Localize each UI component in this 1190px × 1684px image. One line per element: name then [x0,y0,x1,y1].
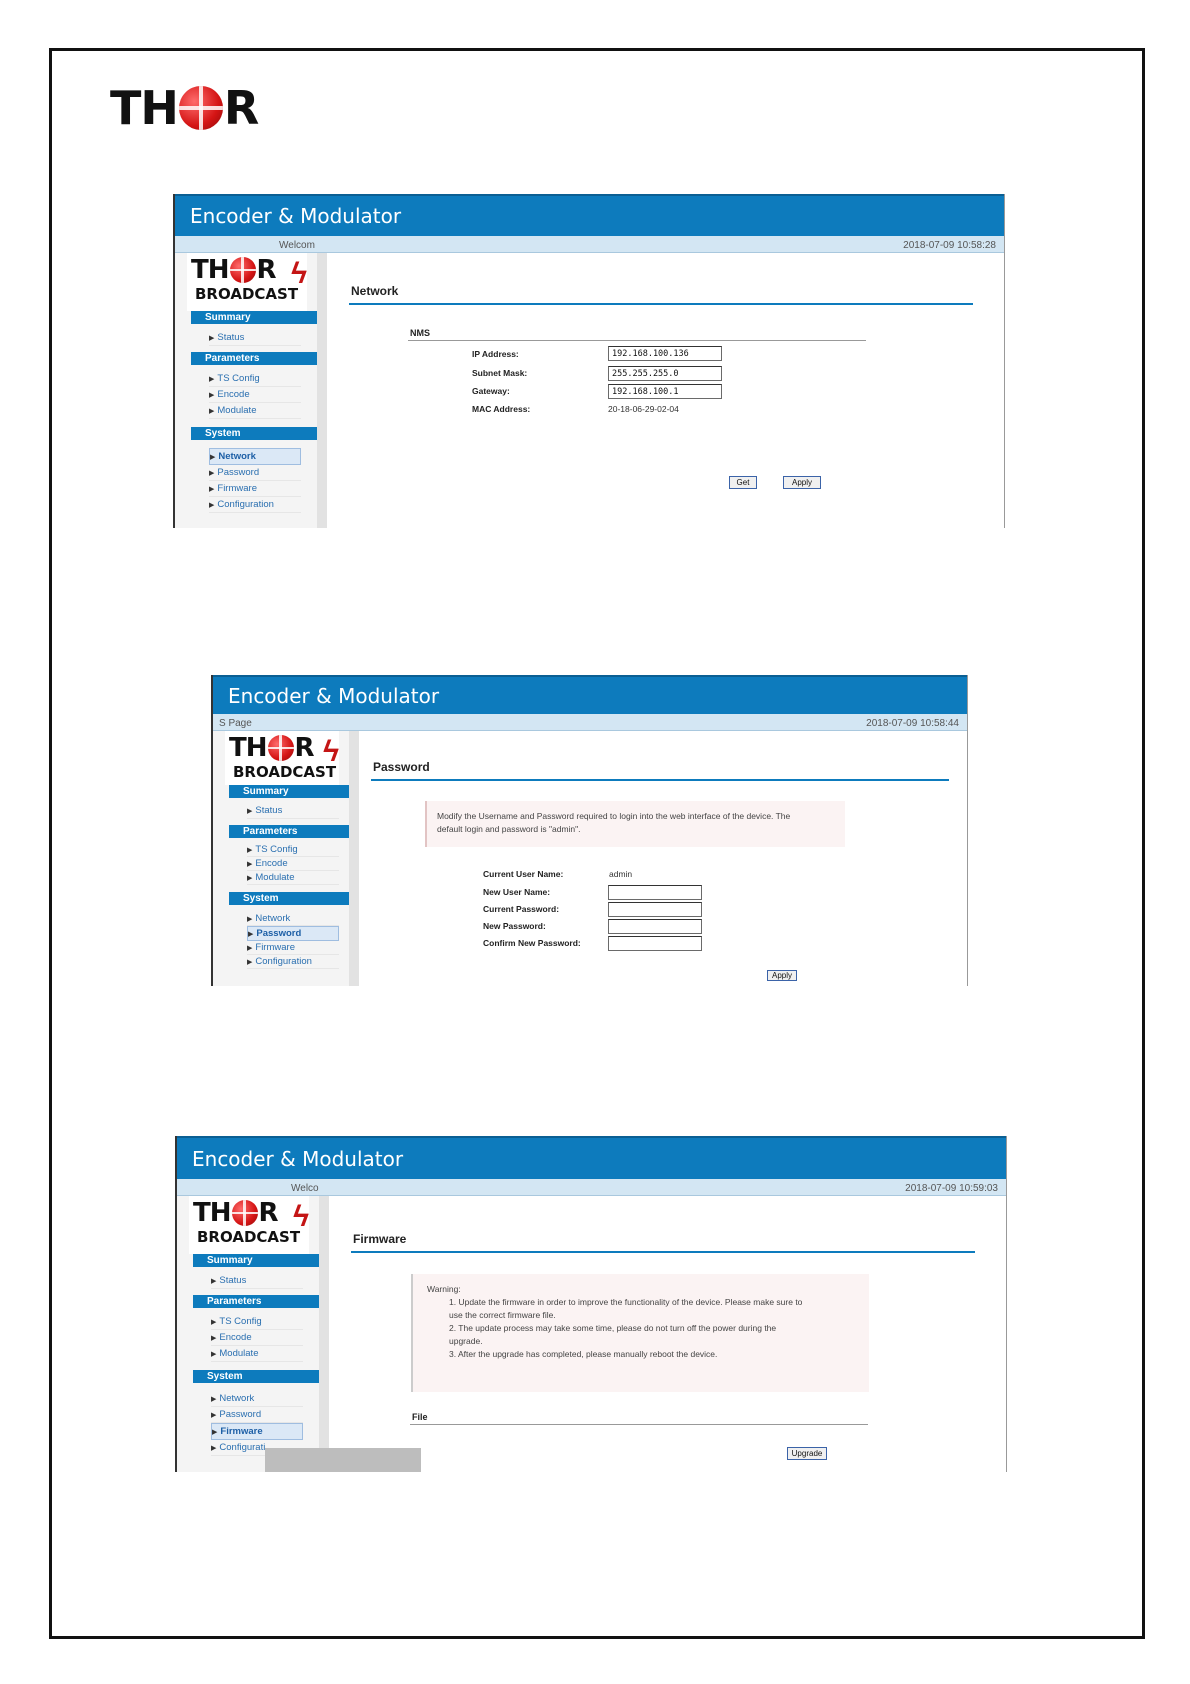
triangle-icon: ▶ [211,1444,217,1452]
sidebar-item-label: TS Config [217,373,260,384]
triangle-icon: ▶ [247,807,253,815]
triangle-icon: ▶ [209,485,215,493]
app-title: Encoder & Modulator [228,683,440,708]
globe-icon [179,86,223,130]
group-label-nms: NMS [410,328,430,338]
welcome-bar [175,236,1004,253]
warning-line: 1. Update the firmware in order to improve the functionality of the device. Please make sure to [449,1297,803,1307]
group-rule [408,340,866,341]
triangle-icon: ▶ [247,846,253,854]
datetime: 2018-07-09 10:58:28 [903,240,996,251]
apply-button[interactable]: Apply [767,970,797,981]
section-summary: Summary [191,311,317,324]
sidebar-item-label: Firmware [255,942,295,953]
password-notice [425,801,845,847]
broadcast-logo [225,731,339,785]
title-rule [371,779,949,781]
logo-broadcast-text: BROADCAST [195,285,299,303]
new-password-field[interactable] [608,919,702,934]
warning-line: use the correct firmware file. [449,1310,556,1320]
sidebar-item-label: Firmware [220,1426,263,1437]
triangle-icon: ▶ [211,1318,217,1326]
logo-broadcast-text: BROADCAST [197,1228,301,1246]
sidebar-item-label: Encode [255,858,288,869]
ip-address-label: IP Address: [472,349,519,359]
sidebar-item-label: Encode [219,1332,252,1343]
logo-text-left: TH [110,81,178,135]
get-button[interactable]: Get [729,476,757,489]
triangle-icon: ▶ [247,860,253,868]
triangle-icon: ▶ [247,874,253,882]
globe-icon [232,1200,258,1226]
triangle-icon: ▶ [211,1277,217,1285]
section-parameters: Parameters [193,1295,319,1308]
redaction-block [265,1448,421,1472]
section-summary: Summary [229,785,349,798]
sidebar-item-label: Modulate [217,405,257,416]
gateway-field[interactable] [608,384,722,399]
section-system: System [229,892,349,905]
sidebar-item-label: TS Config [219,1316,262,1327]
section-parameters: Parameters [229,825,349,838]
logo-text-left: TH [191,255,229,285]
sidebar-item-label: TS Config [255,844,298,855]
file-label: File [412,1412,428,1422]
app-title-bar [177,1136,1006,1179]
sidebar-item-firmware[interactable] [247,941,339,955]
section-parameters: Parameters [191,352,317,365]
page-title: Network [351,284,399,298]
sidebar-item-configuration[interactable] [247,955,339,969]
network-screenshot [173,194,1005,528]
new-user-field[interactable] [608,885,702,900]
gateway-label: Gateway: [472,386,510,396]
app-title: Encoder & Modulator [190,204,402,228]
sidebar-item-status[interactable] [209,330,301,346]
sidebar-item-firmware[interactable] [211,1423,303,1440]
sidebar-item-label: Modulate [219,1348,259,1359]
sidebar-item-label: Modulate [255,872,295,883]
sidebar-item-modulate[interactable] [247,871,339,885]
sidebar-item-modulate[interactable] [209,403,301,419]
triangle-icon: ▶ [211,1334,217,1342]
sidebar [177,1196,329,1472]
thor-logo [110,82,258,134]
mac-address-label: MAC Address: [472,404,531,414]
app-title-bar [175,194,1004,236]
triangle-icon: ▶ [209,469,215,477]
triangle-icon: ▶ [209,501,215,509]
sidebar-item-label: Configuration [255,956,312,967]
sidebar-item-firmware[interactable] [209,481,301,497]
triangle-icon: ▶ [209,391,215,399]
password-screenshot [211,675,968,986]
ip-address-field[interactable] [608,346,722,361]
sidebar-item-label: Network [255,913,291,924]
sidebar-item-label: Network [219,1393,255,1404]
triangle-icon: ▶ [212,1428,218,1436]
sidebar-item-configuration[interactable] [209,497,301,513]
sidebar-item-network[interactable] [211,1391,303,1407]
group-rule [410,1424,868,1425]
logo-text-right: R [294,733,314,763]
sidebar-item-password[interactable] [209,465,301,481]
mac-address-value: 20-18-06-29-02-04 [608,404,679,414]
section-summary: Summary [193,1254,319,1267]
lightning-icon: ϟ [291,257,307,290]
triangle-icon: ▶ [209,334,215,342]
triangle-icon: ▶ [211,1350,217,1358]
sidebar-item-status[interactable] [211,1273,303,1289]
sidebar-item-label: Firmware [217,483,257,494]
welcome-text: S Page [219,718,252,729]
confirm-password-field[interactable] [608,936,702,951]
sidebar-item-label: Status [217,332,245,343]
broadcast-logo [187,253,307,311]
sidebar-item-password[interactable] [211,1407,303,1423]
triangle-icon: ▶ [211,1411,217,1419]
logo-text-right: R [256,255,276,285]
sidebar-item-label: Status [219,1275,247,1286]
notice-line: Modify the Username and Password required to login into the web interface of the device. The [437,811,791,821]
sidebar-item-label: Configuration [217,499,274,510]
subnet-mask-field[interactable] [608,366,722,381]
page-title: Firmware [353,1232,407,1246]
sidebar-item-label: Encode [217,389,250,400]
triangle-icon: ▶ [248,930,254,938]
warning-line: upgrade. [449,1336,483,1346]
warning-line: 2. The update process may take some time, please do not turn off the power during the [449,1323,777,1333]
logo-text-right: R [223,81,259,135]
confirm-password-label: Confirm New Password: [483,938,581,948]
current-user-value: admin [609,869,633,879]
firmware-warning [411,1274,869,1392]
warning-line: 3. After the upgrade has completed, please manually reboot the device. [449,1349,718,1359]
sidebar-item-label: Password [219,1409,262,1420]
globe-icon [268,735,294,761]
broadcast-logo [189,1196,309,1254]
sidebar [175,253,327,528]
current-password-label: Current Password: [483,904,560,914]
logo-text-left: TH [229,733,267,763]
triangle-icon: ▶ [247,958,253,966]
new-password-label: New Password: [483,921,546,931]
subnet-mask-label: Subnet Mask: [472,368,528,378]
triangle-icon: ▶ [209,375,215,383]
sidebar-item-label: Password [256,928,302,939]
lightning-icon: ϟ [293,1200,309,1233]
section-system: System [191,427,317,440]
section-system: System [193,1370,319,1383]
upgrade-button[interactable]: Upgrade [787,1447,827,1460]
sidebar-item-status[interactable] [247,803,339,819]
sidebar-item-encode[interactable] [211,1330,303,1346]
welcome-text: Welcom [279,240,315,251]
sidebar-item-label: Configurati [219,1442,266,1453]
globe-icon [230,257,256,283]
firmware-screenshot [175,1136,1007,1472]
sidebar-item-encode[interactable] [247,857,339,871]
welcome-bar [213,714,967,731]
sidebar [213,731,359,986]
title-rule [351,1251,975,1253]
warning-title: Warning: [427,1284,461,1294]
sidebar-item-modulate[interactable] [211,1346,303,1362]
sidebar-item-encode[interactable] [209,387,301,403]
current-user-label: Current User Name: [483,869,564,879]
page-title: Password [373,760,430,774]
triangle-icon: ▶ [247,944,253,952]
sidebar-item-network[interactable] [209,448,301,465]
app-title: Encoder & Modulator [192,1146,404,1171]
sidebar-item-label: Network [218,451,256,462]
current-password-field[interactable] [608,902,702,917]
triangle-icon: ▶ [247,915,253,923]
title-rule [349,303,973,305]
welcome-bar [177,1179,1006,1196]
sidebar-item-ts-config[interactable] [209,371,301,387]
logo-text-left: TH [193,1198,231,1228]
new-user-label: New User Name: [483,887,551,897]
apply-button[interactable]: Apply [783,476,821,489]
sidebar-item-password[interactable] [247,926,339,941]
sidebar-item-ts-config[interactable] [211,1314,303,1330]
triangle-icon: ▶ [210,453,216,461]
sidebar-item-network[interactable] [247,912,339,926]
triangle-icon: ▶ [209,407,215,415]
sidebar-item-label: Status [255,805,283,816]
lightning-icon: ϟ [323,735,339,768]
welcome-text: Welco [291,1183,319,1194]
logo-broadcast-text: BROADCAST [233,763,337,781]
datetime: 2018-07-09 10:59:03 [905,1183,998,1194]
app-title-bar [213,675,967,714]
datetime: 2018-07-09 10:58:44 [866,718,959,729]
sidebar-item-label: Password [217,467,260,478]
logo-text-right: R [258,1198,278,1228]
triangle-icon: ▶ [211,1395,217,1403]
sidebar-item-ts-config[interactable] [247,843,339,857]
notice-line: default login and password is "admin". [437,824,581,834]
